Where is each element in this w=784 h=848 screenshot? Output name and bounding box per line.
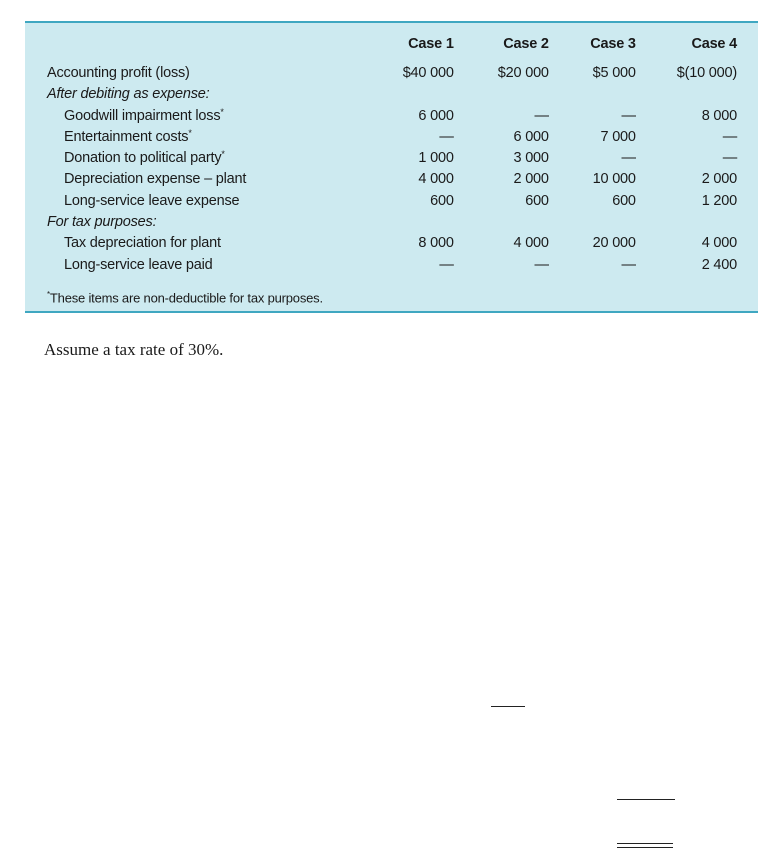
table-row: [47, 169, 737, 190]
row-label-text: Entertainment costs: [64, 128, 189, 145]
row-label: [47, 106, 371, 127]
tax-rate-note: Assume a tax rate of 30%.: [44, 340, 224, 359]
cell-case-2: $20 000: [497, 65, 549, 81]
footnote-text: These items are non-deductible for tax purposes.: [49, 290, 323, 306]
cell-case-1: [371, 84, 454, 105]
row-label: [47, 169, 371, 190]
row-label-text: Goodwill impairment loss: [64, 107, 221, 124]
header-case-3: Case 3: [590, 36, 636, 52]
row-label: [47, 191, 371, 212]
row-label: [47, 127, 371, 148]
subtotal-underline: [617, 799, 675, 800]
row-label: [47, 148, 371, 169]
question-data-table: [25, 21, 758, 313]
cell-case-3: [549, 212, 636, 233]
cell-case-4: $(10 000): [676, 65, 737, 81]
cell-case-2: 2 000: [513, 171, 549, 188]
cell-case-1: [371, 212, 454, 233]
cell-case-2: 3 000: [513, 150, 549, 167]
table-row: [47, 255, 737, 276]
table-row: [47, 148, 737, 169]
row-label-text: Long-service leave paid: [64, 256, 213, 273]
cell-case-1: 6 000: [418, 107, 454, 124]
row-label: [47, 233, 371, 254]
table-row: [47, 127, 737, 148]
table-row: [47, 191, 737, 212]
row-label-text: After debiting as expense:: [47, 86, 210, 103]
table-row: [47, 233, 737, 254]
non-deductible-asterisk: *: [188, 127, 192, 138]
cell-case-3: 600: [612, 192, 636, 209]
cell-case-3: —: [621, 256, 636, 273]
cell-case-4: 8 000: [701, 107, 737, 124]
header-case-1: Case 1: [408, 36, 454, 52]
cell-case-3: [549, 84, 636, 105]
cell-case-2: 600: [525, 192, 549, 209]
row-label-text: Accounting profit (loss): [47, 65, 190, 81]
row-label: [47, 255, 371, 276]
cell-case-4: 1 200: [701, 192, 737, 209]
cell-case-3: 7 000: [600, 128, 636, 145]
cell-case-1: 4 000: [418, 171, 454, 188]
cell-case-4: 4 000: [701, 235, 737, 252]
cell-case-4: [636, 212, 737, 233]
cell-case-4: [636, 84, 737, 105]
row-label-text: Donation to political party: [64, 150, 222, 167]
cell-case-2: —: [534, 107, 549, 124]
cell-case-2: 4 000: [513, 235, 549, 252]
cell-case-1: —: [439, 256, 454, 273]
table-row: [47, 57, 737, 84]
cell-case-1: 1 000: [418, 150, 454, 167]
row-label-text: Tax depreciation for plant: [64, 235, 221, 252]
cell-case-2: [454, 84, 549, 105]
cell-case-4: 2 400: [701, 256, 737, 273]
row-label: [47, 84, 371, 105]
cell-case-3: 10 000: [592, 171, 636, 188]
cell-case-1: $40 000: [402, 65, 454, 81]
cell-case-3: $5 000: [592, 65, 636, 81]
table-row: [47, 106, 737, 127]
working-underline: [491, 706, 525, 707]
header-case-4: Case 4: [691, 36, 737, 52]
cell-case-3: 20 000: [592, 235, 636, 252]
cell-case-2: —: [534, 256, 549, 273]
cell-case-1: —: [439, 128, 454, 145]
row-label-text: Depreciation expense – plant: [64, 171, 247, 188]
table-row: [47, 212, 737, 233]
cell-case-2: 6 000: [513, 128, 549, 145]
row-label-text: Long-service leave expense: [64, 192, 240, 209]
cell-case-4: —: [722, 128, 737, 145]
table-row: [47, 84, 737, 105]
row-label-text: For tax purposes:: [47, 214, 157, 231]
cases-table: [47, 32, 737, 276]
cell-case-4: —: [722, 150, 737, 167]
row-label: [47, 212, 371, 233]
cell-case-2: [454, 212, 549, 233]
cell-case-1: 600: [430, 192, 454, 209]
header-case-2: Case 2: [503, 36, 549, 52]
cell-case-1: 8 000: [418, 235, 454, 252]
cell-case-3: —: [621, 150, 636, 167]
cell-case-3: —: [621, 107, 636, 124]
non-deductible-asterisk: *: [220, 106, 224, 117]
row-label: [47, 57, 371, 84]
footnote-asterisk: *: [47, 290, 50, 299]
header-blank: [47, 32, 371, 57]
non-deductible-asterisk: *: [221, 149, 225, 160]
table-footnote: [47, 290, 323, 305]
total-double-underline-top: [617, 843, 673, 844]
table-header-row: [47, 32, 737, 57]
cell-case-4: 2 000: [701, 171, 737, 188]
